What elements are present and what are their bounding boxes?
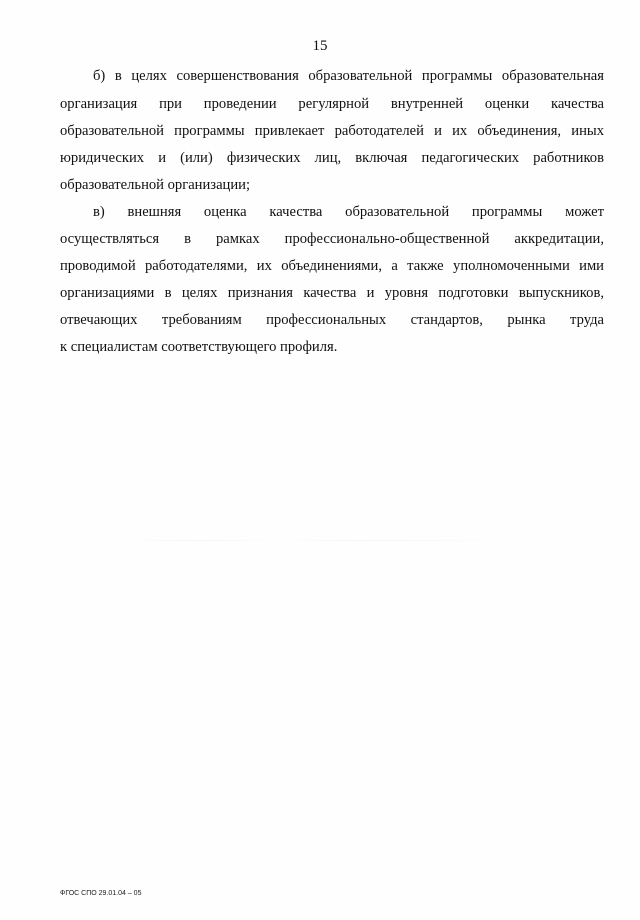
- paragraph-b-line-2: организация при проведении регулярной внутренней оценки качества: [60, 96, 604, 112]
- paragraph-v-line-4: организациями в целях признания качества и уровня подготовки выпускников,: [60, 285, 604, 301]
- scan-artifact: [120, 540, 520, 541]
- paragraph-v-line-6: к специалистам соответствующего профиля.: [60, 339, 338, 355]
- paragraph-b-line-4: юридических и (или) физических лиц, включая педагогических работников: [60, 150, 604, 166]
- paragraph-b-line-5: образовательной организации;: [60, 177, 251, 193]
- paragraph-b-line-1: б) в целях совершенствования образовательной программы образовательная: [93, 68, 604, 84]
- footer-document-code: ФГОС СПО 29.01.04 – 05: [60, 890, 142, 897]
- paragraph-v-line-5: отвечающих требованиям профессиональных стандартов, рынка труда: [60, 312, 604, 328]
- paragraph-b-line-3: образовательной программы привлекает работодателей и их объединения, иных: [60, 123, 604, 139]
- page-number: 15: [312, 38, 328, 54]
- paragraph-v-line-2: осуществляться в рамках профессионально-общественной аккредитации,: [60, 231, 604, 247]
- paragraph-v-line-1: в) внешняя оценка качества образовательной программы может: [93, 204, 604, 220]
- paragraph-v-line-3: проводимой работодателями, их объединениями, а также уполномоченными ими: [60, 258, 604, 274]
